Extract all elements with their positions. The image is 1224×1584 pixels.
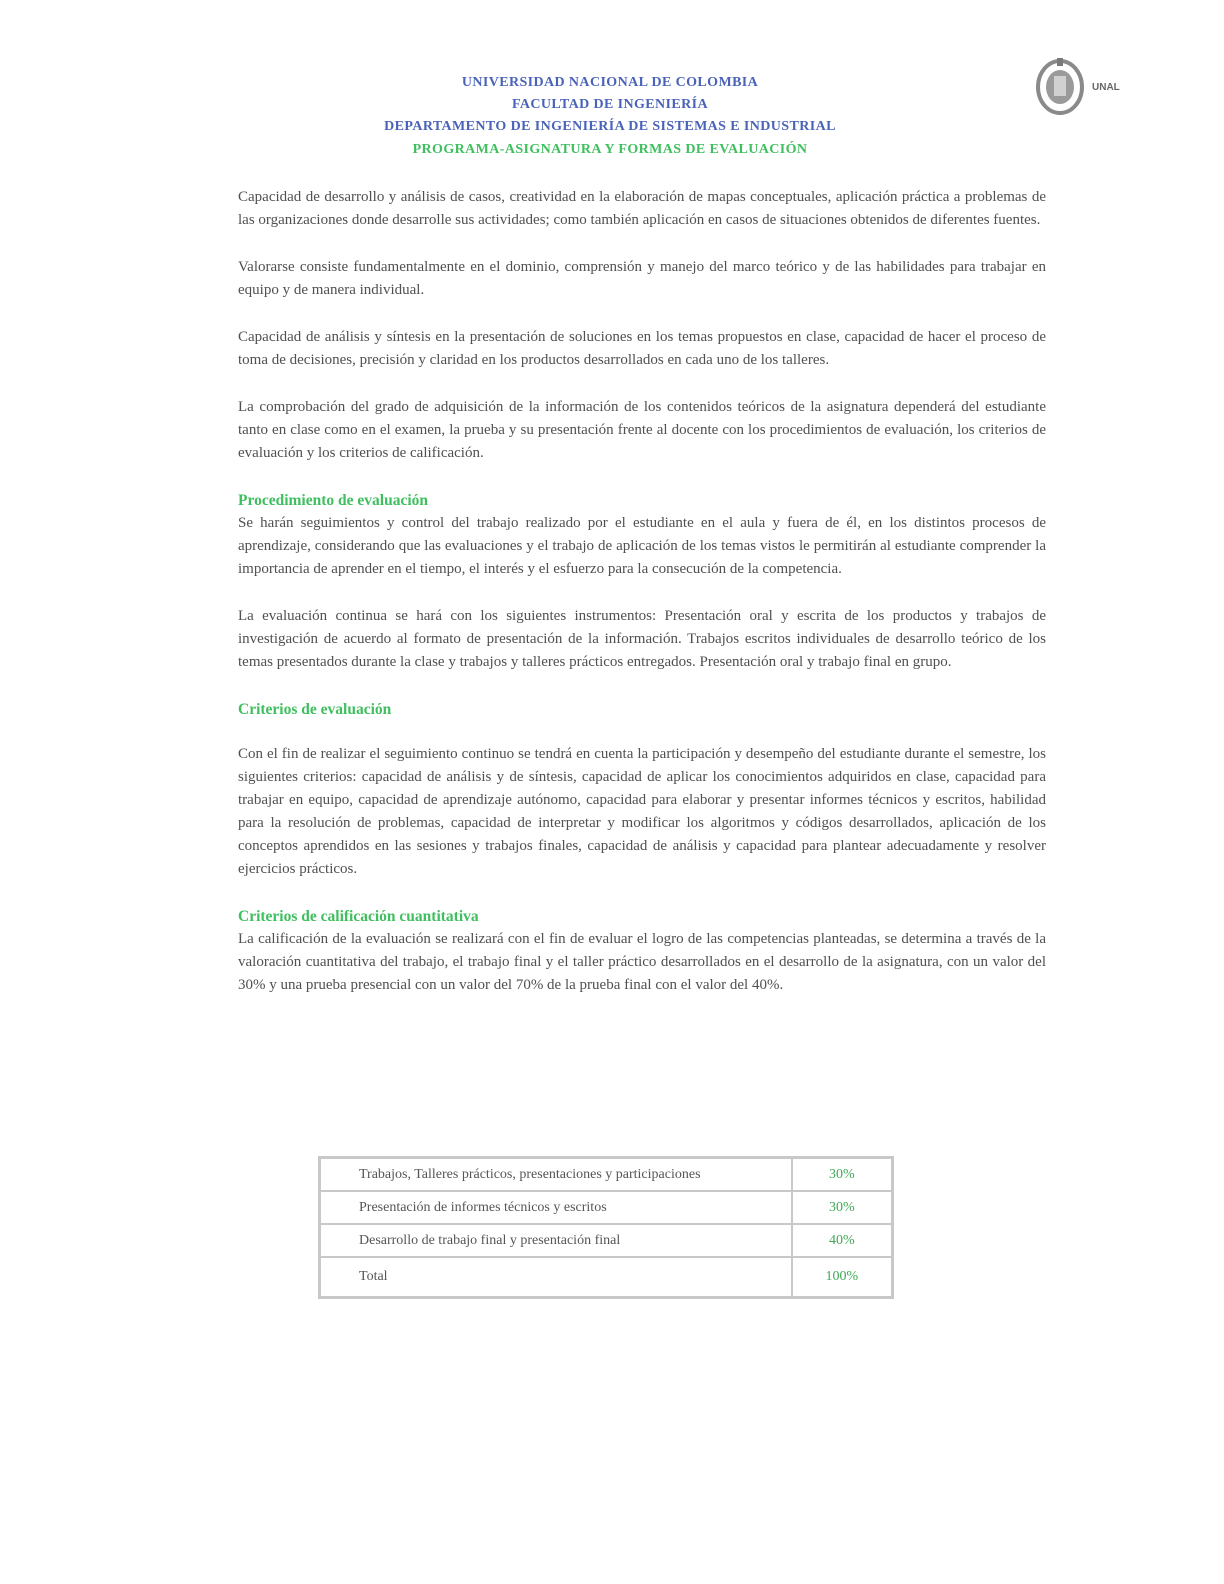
grading-table <box>318 1156 894 1299</box>
paragraph: Se harán seguimientos y control del trabajo realizado por el estudiante en el aula y fuera de él, en los distintos procesos de aprendizaje, considerando que las evaluaciones y el trabajo de aplicación de los temas vistos le permitirán al estudiante comprender la importancia de aprender en el tiempo, el interés y el esfuerzo para la consecución de la competencia. <box>238 515 1046 577</box>
document-subtitle: PROGRAMA-ASIGNATURA Y FORMAS DE EVALUACIÓN <box>412 142 808 157</box>
paragraph: Capacidad de desarrollo y análisis de casos, creatividad en la elaboración de mapas conceptuales, aplicación práctica a problemas de las organizaciones donde desarrolle sus actividades; como también aplicación en casos de situaciones obtenidos de diferentes fuentes. <box>238 189 1046 228</box>
table-cell-label: Presentación de informes técnicos y escritos <box>320 1191 792 1224</box>
table-row <box>320 1257 893 1298</box>
paragraph: La evaluación continua se hará con los siguientes instrumentos: Presentación oral y escrita de los productos y trabajos de investigación de acuerdo al formato de presentación de la información. Trabajos escritos individuales de desarrollo teórico de los temas presentados durante la clase y trabajos y talleres prácticos entregados. Presentación oral y trabajo final en grupo. <box>238 608 1046 670</box>
table-cell-label: Total <box>320 1257 792 1298</box>
table-row <box>320 1158 893 1192</box>
logo-text: UNAL <box>1092 82 1120 93</box>
table-row <box>320 1191 893 1224</box>
university-seal-icon <box>1034 56 1090 118</box>
paragraph: La comprobación del grado de adquisición de la información de los contenidos teóricos de la asignatura dependerá del estudiante tanto en clase como en el examen, la prueba y su presentación frente al docente con los procedimientos de evaluación, los criterios de evaluación y los criterios de calificación. <box>238 399 1046 461</box>
paragraph: Valorarse consiste fundamentalmente en el dominio, comprensión y manejo del marco teórico y de las habilidades para trabajar en equipo y de manera individual. <box>238 259 1046 298</box>
table-cell-value: 40% <box>792 1224 893 1257</box>
table-cell-value: 30% <box>792 1191 893 1224</box>
table-cell-value: 30% <box>792 1158 893 1192</box>
table-cell-label: Desarrollo de trabajo final y presentación final <box>320 1224 792 1257</box>
university-name: UNIVERSIDAD NACIONAL DE COLOMBIA <box>461 75 759 90</box>
university-logo <box>1034 56 1174 118</box>
paragraph: Capacidad de análisis y síntesis en la presentación de soluciones en los temas propuestos en clase, capacidad de hacer el proceso de toma de decisiones, precisión y claridad en los productos desarrollados en cada uno de los talleres. <box>238 329 1046 368</box>
section-title-grading: Criterios de calificación cuantitativa <box>238 908 479 925</box>
document-body <box>238 186 1046 1021</box>
section-title-criteria: Criterios de evaluación <box>238 701 392 718</box>
paragraph: La calificación de la evaluación se realizará con el fin de evaluar el logro de las competencias planteadas, se determina a través de la valoración cuantitativa del trabajo, el trabajo final y el taller práctico desarrollados en el desarrollo de la asignatura, con un valor del 30% y una prueba presencial con un valor del 70% de la prueba final con el valor del 40%. <box>238 931 1046 993</box>
table-row <box>320 1224 893 1257</box>
table-cell-label: Trabajos, Talleres prácticos, presentaciones y participaciones <box>320 1158 792 1192</box>
department-name: DEPARTAMENTO DE INGENIERÍA DE SISTEMAS E INDUSTRIAL <box>384 119 836 134</box>
table-cell-value: 100% <box>792 1257 893 1298</box>
section-title-procedure: Procedimiento de evaluación <box>238 492 428 509</box>
faculty-name: FACULTAD DE INGENIERÍA <box>511 97 709 112</box>
paragraph: Con el fin de realizar el seguimiento continuo se tendrá en cuenta la participación y desempeño del estudiante durante el semestre, los siguientes criterios: capacidad de análisis y de síntesis, capacidad de aplicar los conocimientos adquiridos en clase, capacidad para trabajar en equipo, capacidad de aprendizaje autónomo, capacidad para elaborar y presentar informes técnicos y escritos, habilidad para la resolución de problemas, capacidad de interpretar y modificar los algoritmos y códigos desarrollados, aplicación de los conceptos aprendidos en las sesiones y trabajos finales, capacidad de análisis y capacidad para plantear adecuadamente y resolver ejercicios prácticos. <box>238 746 1046 877</box>
